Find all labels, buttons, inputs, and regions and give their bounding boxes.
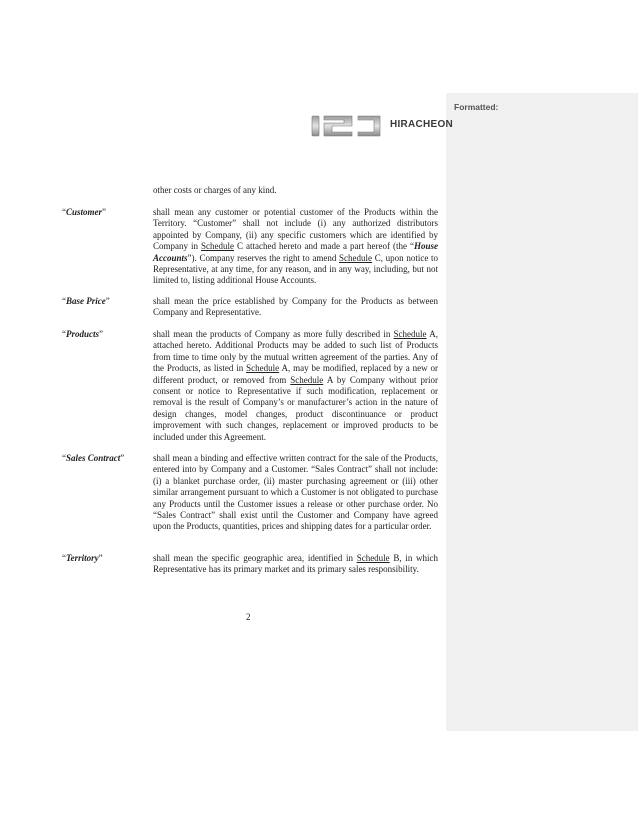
comment-pane xyxy=(446,93,638,731)
term-label: “Products” xyxy=(62,329,104,339)
intro-text: other costs or charges of any kind. xyxy=(153,185,277,195)
schedule-ref: Schedule xyxy=(246,363,280,374)
term-description: shall mean the specific geographic area, identified in Schedule B, in which Representative has its primary market and its primary sales responsibility. xyxy=(153,553,439,575)
term-description: shall mean the products of Company as more fully described in Schedule A, attached hereto. Additional Products may be added to such list of Products from time to time only by the mutual written agreement of the parties. Any of the Products, as listed in Schedule A, may be modified, replaced by a new or different product, or removed from Schedule A by Company without prior consent or notice to Representative if such modification, replacement or removal is the result of Company’s or manufacturer’s action in the nature of design changes, model changes, product discontinuance or product improvement with such changes, replacement or improved products to be included under this Agreement. xyxy=(153,329,439,442)
logo-mark-icon xyxy=(308,113,386,139)
term-label: “Base Price” xyxy=(62,296,110,306)
term-label: “Customer” xyxy=(62,207,107,217)
schedule-ref: Schedule xyxy=(201,241,235,252)
comment-label: Formatted: xyxy=(454,102,499,112)
term-description: shall mean any customer or potential customer of the Products within the Territory. “Customer” shall not include (i) any authorized distributors appointed by Company, (ii) any specific customers which are identified by Company in Schedule C attached hereto and made a part hereof (the “House Accounts”). Company reserves the right to amend Schedule C, upon notice to Representative, at any time, for any reason, and in any way, including, but not limited to, listing additional House Accounts. xyxy=(153,207,438,286)
schedule-ref: Schedule xyxy=(290,374,324,385)
schedule-ref: Schedule xyxy=(356,553,390,563)
company-logo xyxy=(308,113,466,139)
schedule-ref: Schedule xyxy=(393,329,427,339)
term-description: shall mean a binding and effective written contract for the sale of the Products, entered into by Company and a Customer. “Sales Contract” shall not include: (i) a blanket purchase order, (ii) master purchasing agreement or (iii) other similar arrangement pursuant to which a Customer is not obligated to purchase any Products until the Customer issues a release or other purchase order. No “Sales Contract” shall exist until the Customer and Company have agreed upon the Products, quantities, prices and shipping dates for a particular order. xyxy=(153,453,438,532)
term-label: “Territory” xyxy=(62,553,103,563)
house-accounts-term: House Accounts xyxy=(153,241,438,263)
page-number: 2 xyxy=(246,612,251,622)
term-description: shall mean the price established by Company for the Products as between Company and Representative. xyxy=(153,296,438,318)
schedule-ref: Schedule xyxy=(339,252,373,263)
term-label: “Sales Contract” xyxy=(62,453,125,463)
logo-wordmark: HIRACHEON xyxy=(390,118,453,130)
